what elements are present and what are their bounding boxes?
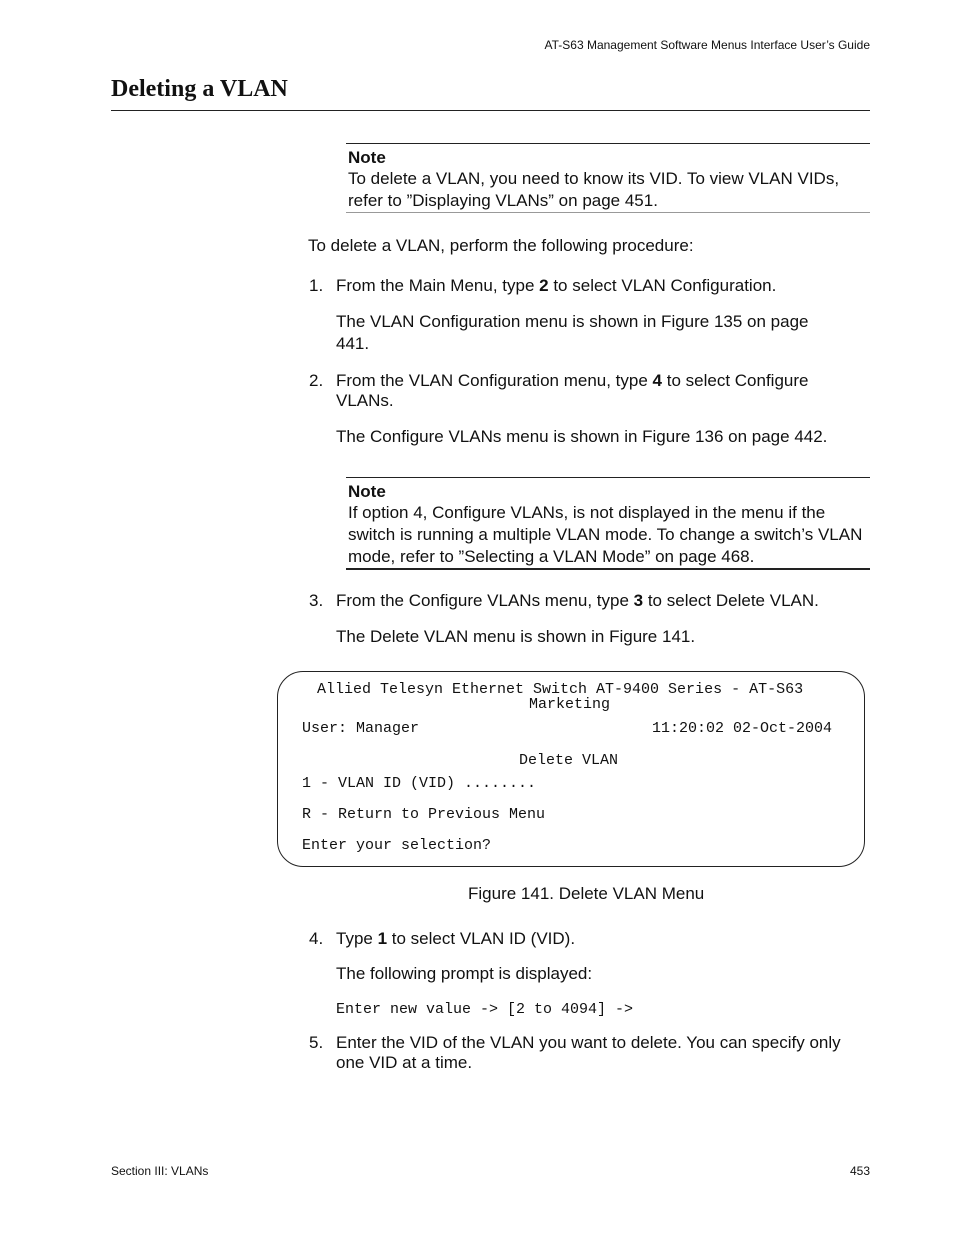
- step-key: 2: [539, 276, 549, 295]
- step-instruction: Enter the VID of the VLAN you want to delete. You can specify only one VID at a time.: [336, 1033, 841, 1072]
- step-number: 2.: [309, 371, 324, 390]
- step-instruction: From the VLAN Configuration menu, type 4 to select Configure VLANs.: [336, 371, 809, 410]
- terminal-screen: [277, 671, 865, 867]
- terminal-prompt: Enter your selection?: [302, 837, 492, 854]
- terminal-option-vlan-id: 1 - VLAN ID (VID) ........: [302, 775, 537, 792]
- terminal-menu-title: Delete VLAN: [519, 752, 619, 769]
- prompt-example: Enter new value -> [2 to 4094] ->: [336, 1001, 634, 1018]
- note-text: To delete a VLAN, you need to know its VID. To view VLAN VIDs, refer to ”Displaying VLANs” on page 451.: [348, 169, 840, 210]
- note-label: Note: [348, 148, 386, 167]
- step-key: 3: [633, 591, 644, 610]
- page-number: 453: [849, 1164, 870, 1178]
- step-number: 4.: [309, 929, 324, 948]
- step-result: The Delete VLAN menu is shown in Figure 141.: [336, 627, 696, 646]
- step-result: The VLAN Configuration menu is shown in Figure 135 on page 441.: [336, 312, 809, 353]
- note-label: Note: [348, 482, 386, 501]
- step-number: 5.: [309, 1033, 324, 1052]
- terminal-banner: Allied Telesyn Ethernet Switch AT-9400 Series - AT-S63: [317, 681, 804, 698]
- header-guide-title: AT-S63 Management Software Menus Interface User’s Guide: [544, 38, 870, 52]
- step-result: The Configure VLANs menu is shown in Figure 136 on page 442.: [336, 427, 828, 446]
- step-instruction: Type 1 to select VLAN ID (VID).: [336, 929, 576, 948]
- terminal-datetime: 11:20:02 02-Oct-2004: [652, 720, 833, 737]
- terminal-user: User: Manager: [302, 720, 420, 737]
- note-box: [346, 477, 870, 570]
- step-key: 1: [377, 929, 388, 948]
- section-title: Deleting a VLAN: [111, 76, 288, 102]
- intro-paragraph: To delete a VLAN, perform the following procedure:: [308, 236, 694, 255]
- note-box: [346, 143, 870, 213]
- step-key: 4: [652, 371, 663, 390]
- step-number: 1.: [309, 276, 324, 295]
- step-instruction: From the Configure VLANs menu, type 3 to select Delete VLAN.: [336, 591, 819, 610]
- figure-caption: Figure 141. Delete VLAN Menu: [468, 884, 705, 903]
- terminal-option-return: R - Return to Previous Menu: [302, 806, 546, 823]
- step-number: 3.: [309, 591, 324, 610]
- footer-section: Section III: VLANs: [111, 1164, 209, 1178]
- title-divider: [111, 110, 870, 111]
- step-instruction: From the Main Menu, type 2 to select VLAN Configuration.: [336, 276, 777, 295]
- terminal-location: Marketing: [529, 696, 611, 713]
- note-text: If option 4, Configure VLANs, is not displayed in the menu if the switch is running a multiple VLAN mode. To change a switch’s VLAN mode, refer to ”Selecting a VLAN Mode” on page 468.: [348, 503, 863, 566]
- step-result: The following prompt is displayed:: [336, 964, 593, 983]
